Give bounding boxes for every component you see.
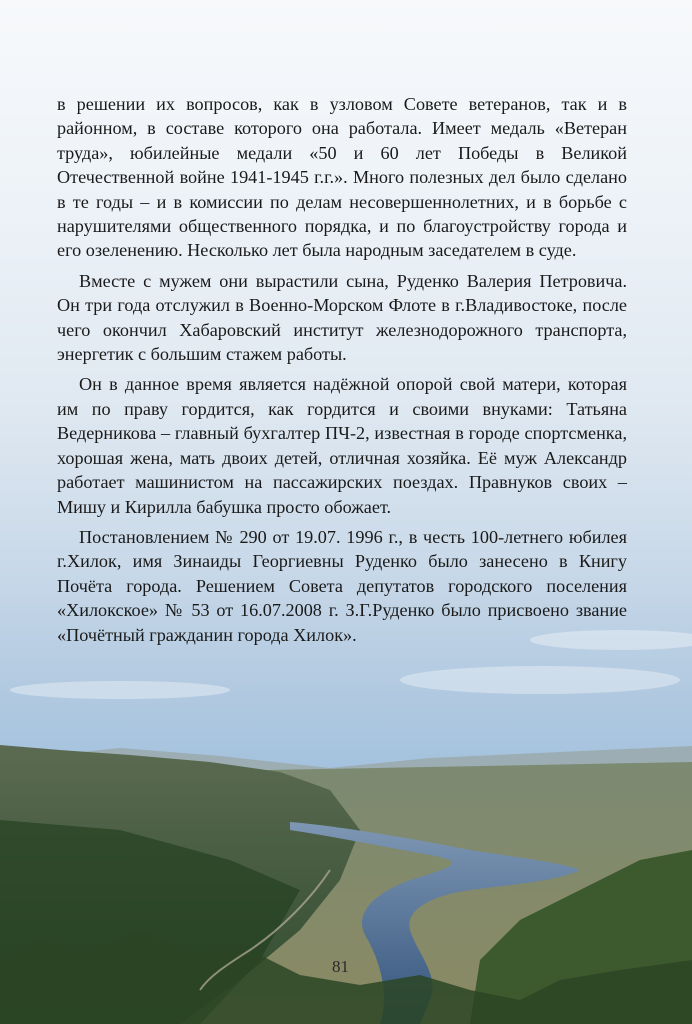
paragraph: в решении их вопросов, как в узловом Совете ветеранов, так и в районном, в составе которого она работала. Имеет медаль «Ветеран труда», юбилейные медали «50 и 60 лет Победы в Великой Отечественной войне 1941-1945 г.г.». Много полезных дел было сделано в те годы – и в комиссии по делам несовершеннолетних, и в борьбе с нарушителями общественного порядка, и по благоустройству города и его озеленению. Несколько лет была народным заседателем в суде. xyxy=(57,94,627,261)
paragraph: Вместе с мужем они вырастили сына, Руденко Валерия Петровича. Он три года отслужил в Военно-Морском Флоте в г.Владивостоке, после чего окончил Хабаровский институт железнодорожного транспорта, энергетик с большим стажем работы. xyxy=(57,270,627,365)
page-number: 81 xyxy=(332,957,349,976)
paragraph: Постановлением № 290 от 19.07. 1996 г., в честь 100-летнего юбилея г.Хилок, имя Зинаиды Георгиевны Руденко было занесено в Книгу Почёта города. Решением Совета депутатов городского поселения «Хилокское» № 53 от 16.07.2008 г. З.Г.Руденко было присвоено звание «Почётный гражданин города Хилок». xyxy=(57,526,627,645)
body-text xyxy=(57,92,627,653)
paragraph: Он в данное время является надёжной опорой свой матери, которая им по праву гордится, как гордится и своими внуками: Татьяна Ведерникова – главный бухгалтер ПЧ-2, известная в городе спортсменка, хорошая жена, мать двоих детей, отличная хозяйка. Её муж Александр работает машинистом на пассажирских поездах. Правнуков своих – Мишу и Кирилла бабушка просто обожает. xyxy=(57,374,627,517)
